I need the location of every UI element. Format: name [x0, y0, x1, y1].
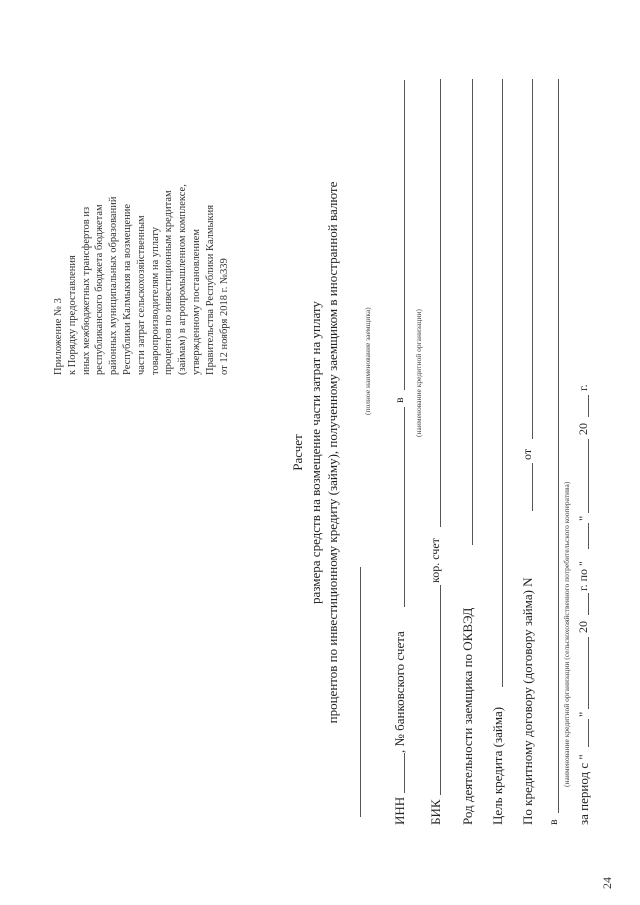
period-start-year-line: [588, 593, 589, 615]
appendix-line: Республики Калмыкия на возмещение: [121, 203, 133, 375]
full-name-line: [360, 567, 361, 817]
appendix-line: республиканского бюджета бюджетам: [94, 204, 106, 375]
bank-name-line: [404, 80, 405, 390]
page-number: 24: [600, 877, 614, 889]
bik-line: [440, 585, 441, 795]
period-end-month-line: [588, 439, 589, 513]
appendix-line: районных муниципальных образований: [108, 196, 120, 375]
appendix-line: части затрат сельскохозяйственным: [135, 215, 147, 375]
appendix-line: процентов по инвестиционным кредитам: [163, 190, 175, 375]
document-subtitle-line2: процентов по инвестиционному кредиту (займу), полученному заемщиком в иностранной валюте: [325, 181, 340, 724]
credit-org-note: (наименование кредитной организации (сельскохозяйственного потребительского кооператива): [562, 481, 571, 787]
document-subtitle: размера средств на возмещение части затрат на уплату: [308, 301, 323, 604]
contract-label: По кредитному договору (договору займа) N: [520, 577, 535, 825]
period-label: за период с ": [576, 754, 591, 825]
inn-label: ИНН: [392, 796, 407, 825]
appendix-block: [52, 184, 231, 375]
appendix-line: к Порядку предоставления: [66, 255, 78, 375]
corr-account-label: кор. счет: [428, 538, 442, 583]
bik-label: БИК: [428, 799, 443, 825]
period-end-year-line: [588, 395, 589, 417]
period-quote: ": [576, 711, 591, 717]
period-start-month-line: [588, 637, 589, 709]
period-year-prefix: 20: [576, 621, 590, 633]
okved-line: [472, 79, 473, 545]
v-label: в: [546, 819, 560, 825]
appendix-line: товаропроизводителям на уплату: [149, 226, 161, 375]
period-year-prefix-2: 20: [576, 423, 590, 435]
contract-date-line: [532, 79, 533, 439]
contract-number-line: [532, 463, 533, 511]
appendix-line: Правительства Республики Калмыкия: [204, 204, 216, 375]
okved-label: Род деятельности заемщика по ОКВЭД: [460, 607, 475, 825]
period-to-label: г. по ": [576, 561, 590, 591]
account-label: , № банковского счета: [392, 631, 407, 753]
appendix-line: от 12 ноября 2018 г. №339: [218, 258, 230, 375]
contract-from-label: от: [520, 448, 534, 460]
bank-name-note: (наименование кредитной организации): [414, 309, 423, 437]
full-name-note: (полное наименование заемщика): [363, 307, 372, 415]
appendix-line: иных межбюджетных трансфертов из: [80, 206, 92, 375]
period-year-suffix: г.: [576, 384, 590, 391]
period-start-day-line: [588, 719, 589, 747]
purpose-label: Цель кредита (займа): [490, 706, 505, 825]
document-title: Расчет: [290, 434, 305, 471]
corr-account-line: [440, 79, 441, 527]
inn-line: [404, 753, 405, 793]
appendix-line: Приложение № 3: [53, 298, 64, 375]
appendix-line: (займам) в агропромышленном комплексе,: [177, 184, 189, 375]
purpose-line: [502, 79, 503, 687]
appendix-line: утвержденному постановлением: [190, 228, 202, 375]
in-label: в: [392, 397, 406, 403]
period-end-day-line: [588, 523, 589, 549]
period-quote-2: ": [576, 515, 591, 521]
credit-org-line: [558, 79, 559, 813]
account-line: [404, 407, 405, 607]
